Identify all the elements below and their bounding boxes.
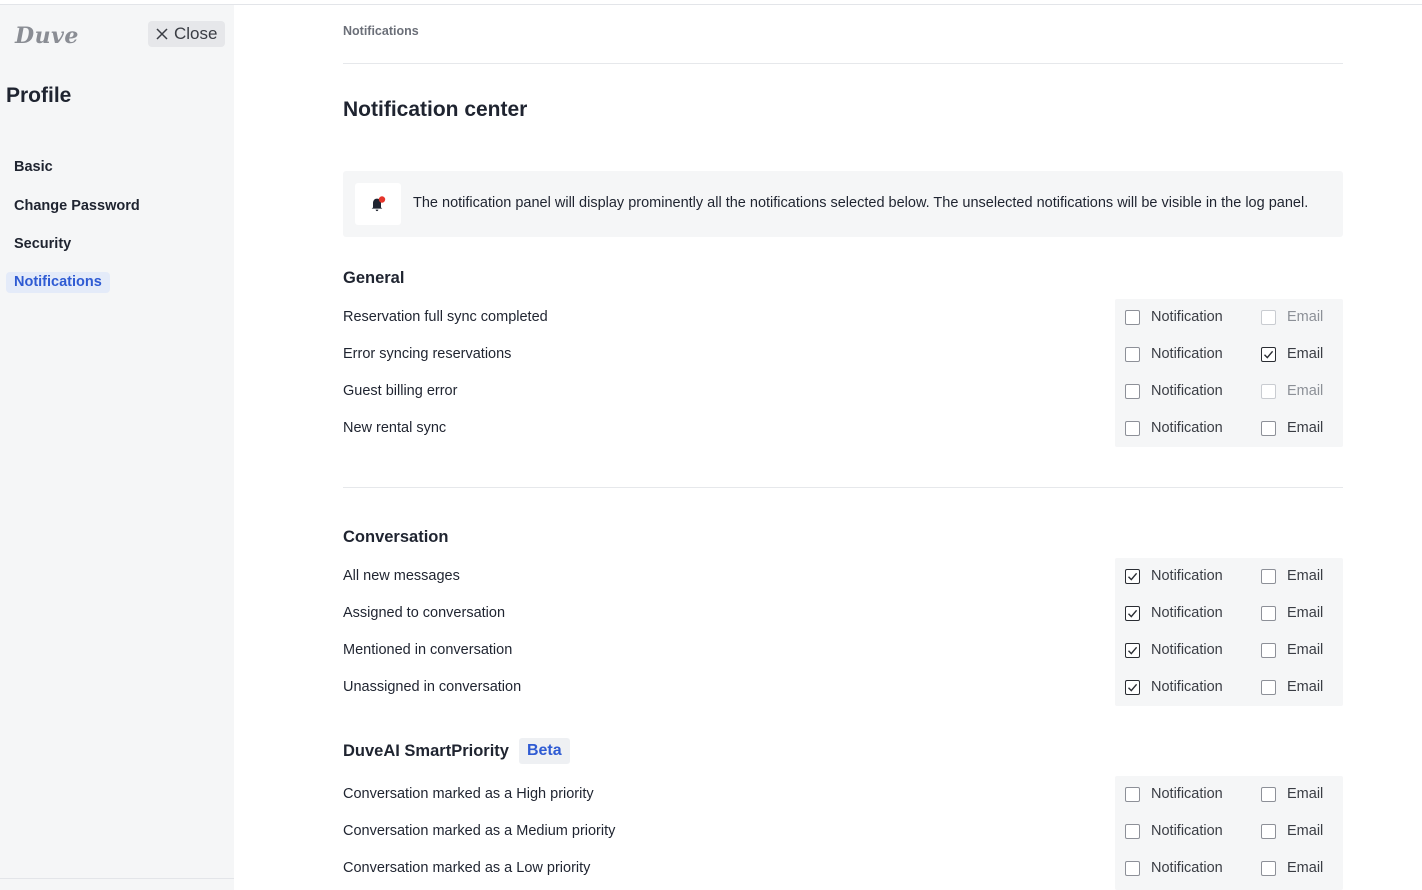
email-option[interactable] (1261, 642, 1323, 658)
sidebar-item-notifications[interactable]: Notifications (6, 272, 110, 293)
row-label: Conversation marked as a Medium priority (343, 823, 616, 839)
email-option[interactable] (1261, 823, 1323, 839)
option-row (1115, 299, 1343, 336)
section-title-text: DuveAI SmartPriority (343, 741, 509, 760)
email-checkbox[interactable] (1261, 680, 1276, 695)
email-label: Email (1287, 679, 1324, 695)
row-label: All new messages (343, 568, 460, 584)
email-option[interactable] (1261, 605, 1323, 621)
email-option[interactable] (1261, 679, 1323, 695)
email-option[interactable] (1261, 568, 1323, 584)
email-option (1261, 383, 1323, 399)
section-divider (343, 487, 1343, 488)
email-option (1261, 309, 1323, 325)
info-banner (343, 171, 1343, 237)
row-label: Guest billing error (343, 383, 458, 399)
email-checkbox[interactable] (1261, 861, 1276, 876)
notification-option[interactable] (1125, 383, 1223, 399)
row-label: Mentioned in conversation (343, 642, 513, 658)
section-title-conversation (343, 528, 448, 547)
info-text: The notification panel will display prominently all the notifications selected below. The unselected notifications will be visible in the log panel. (413, 195, 1309, 211)
checkmark-icon (1127, 571, 1138, 582)
notification-label: Notification (1151, 679, 1223, 695)
notification-checkbox[interactable] (1125, 421, 1140, 436)
close-label: Close (174, 24, 218, 43)
option-row (1115, 669, 1343, 706)
email-checkbox[interactable] (1261, 421, 1276, 436)
breadcrumb: Notifications (343, 24, 419, 38)
bell-icon (369, 195, 387, 213)
notification-label: Notification (1151, 860, 1223, 876)
notification-option[interactable] (1125, 568, 1223, 584)
email-label: Email (1287, 383, 1324, 399)
notification-checkbox[interactable] (1125, 824, 1140, 839)
checkmark-icon (1127, 608, 1138, 619)
email-label: Email (1287, 642, 1324, 658)
section-title-smartpriority (343, 738, 570, 764)
option-row (1115, 336, 1343, 373)
email-label: Email (1287, 860, 1324, 876)
email-label: Email (1287, 568, 1324, 584)
notification-checkbox[interactable] (1125, 310, 1140, 325)
option-row (1115, 410, 1343, 447)
option-row (1115, 850, 1343, 887)
row-label: Unassigned in conversation (343, 679, 522, 695)
email-option[interactable] (1261, 860, 1323, 876)
notification-checkbox[interactable] (1125, 680, 1140, 695)
email-checkbox[interactable] (1261, 787, 1276, 802)
notification-label: Notification (1151, 823, 1223, 839)
email-option[interactable] (1261, 346, 1323, 362)
section-title-general (343, 269, 404, 288)
notification-checkbox[interactable] (1125, 347, 1140, 362)
sidebar (0, 5, 234, 890)
option-row (1115, 595, 1343, 632)
section-title-text: General (343, 269, 405, 287)
notification-checkbox[interactable] (1125, 861, 1140, 876)
notification-label: Notification (1151, 309, 1223, 325)
option-row (1115, 558, 1343, 595)
notification-checkbox[interactable] (1125, 384, 1140, 399)
row-label: Reservation full sync completed (343, 309, 548, 325)
notification-option[interactable] (1125, 860, 1223, 876)
sidebar-item-security[interactable]: Security (14, 236, 72, 252)
option-row (1115, 813, 1343, 850)
sidebar-bottom-divider (0, 878, 234, 879)
email-checkbox[interactable] (1261, 824, 1276, 839)
row-label: Assigned to conversation (343, 605, 506, 621)
option-row (1115, 632, 1343, 669)
notification-label: Notification (1151, 568, 1223, 584)
section-title-text: Conversation (343, 528, 449, 546)
option-row (1115, 776, 1343, 813)
email-label: Email (1287, 786, 1324, 802)
checkmark-icon (1263, 349, 1274, 360)
row-label: Conversation marked as a High priority (343, 786, 594, 802)
notification-option[interactable] (1125, 679, 1223, 695)
email-checkbox (1261, 384, 1276, 399)
notification-label: Notification (1151, 346, 1223, 362)
checkmark-icon (1127, 682, 1138, 693)
row-label: New rental sync (343, 420, 447, 436)
notification-label: Notification (1151, 383, 1223, 399)
options-panel-general (1115, 299, 1343, 447)
profile-title: Profile (6, 84, 72, 107)
email-label: Email (1287, 605, 1324, 621)
notification-option[interactable] (1125, 605, 1223, 621)
notification-option[interactable] (1125, 642, 1223, 658)
header-divider (343, 63, 1343, 64)
email-checkbox[interactable] (1261, 606, 1276, 621)
info-icon-box (355, 183, 401, 225)
email-label: Email (1287, 309, 1324, 325)
notification-option[interactable] (1125, 420, 1223, 436)
page-title: Notification center (343, 98, 528, 121)
notification-option[interactable] (1125, 823, 1223, 839)
sidebar-item-change-password[interactable]: Change Password (14, 198, 140, 214)
email-label: Email (1287, 420, 1324, 436)
options-panel-smartpriority (1115, 776, 1343, 890)
email-option[interactable] (1261, 786, 1323, 802)
row-label: Conversation marked as a Low priority (343, 860, 591, 876)
notification-label: Notification (1151, 642, 1223, 658)
sidebar-item-basic[interactable]: Basic (14, 159, 53, 175)
notification-checkbox[interactable] (1125, 606, 1140, 621)
email-checkbox[interactable] (1261, 347, 1276, 362)
email-label: Email (1287, 346, 1324, 362)
notification-label: Notification (1151, 420, 1223, 436)
notification-label: Notification (1151, 786, 1223, 802)
options-panel-conversation (1115, 558, 1343, 706)
close-icon (156, 28, 168, 40)
close-button[interactable] (148, 21, 225, 47)
notification-checkbox[interactable] (1125, 643, 1140, 658)
notification-checkbox[interactable] (1125, 569, 1140, 584)
duve-logo: Duve (15, 23, 79, 49)
email-checkbox[interactable] (1261, 569, 1276, 584)
notification-option[interactable] (1125, 346, 1223, 362)
option-row (1115, 373, 1343, 410)
notification-label: Notification (1151, 605, 1223, 621)
email-label: Email (1287, 823, 1324, 839)
notification-checkbox[interactable] (1125, 787, 1140, 802)
row-label: Error syncing reservations (343, 346, 512, 362)
email-checkbox (1261, 310, 1276, 325)
notification-option[interactable] (1125, 786, 1223, 802)
checkmark-icon (1127, 645, 1138, 656)
email-checkbox[interactable] (1261, 643, 1276, 658)
email-option[interactable] (1261, 420, 1323, 436)
beta-badge: Beta (519, 738, 570, 764)
notification-option[interactable] (1125, 309, 1223, 325)
